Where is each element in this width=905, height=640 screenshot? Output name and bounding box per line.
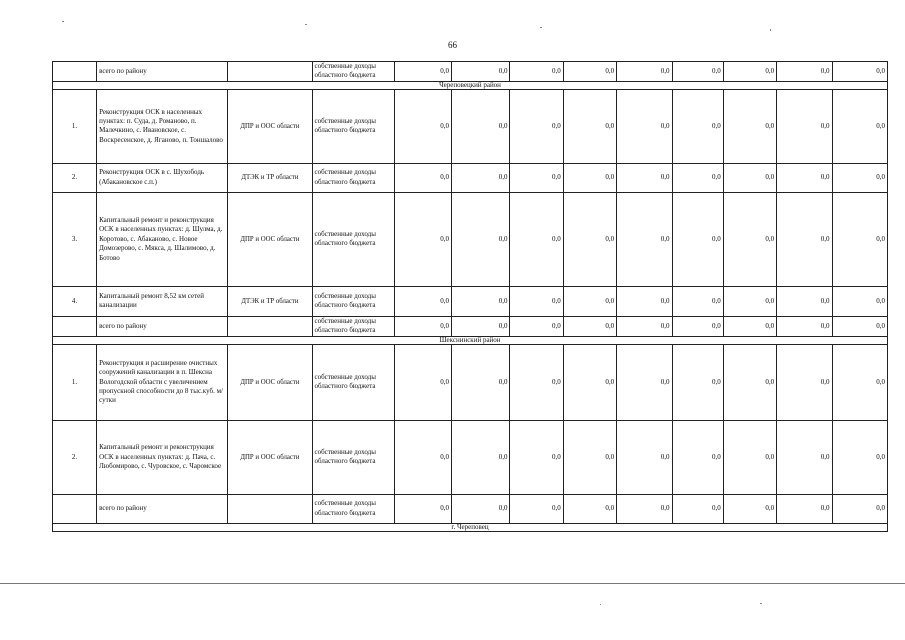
amount-cell: 0,0 [452,316,510,336]
amount-cell: 0,0 [777,344,832,420]
section-row [53,81,888,89]
amount-cell: 0,0 [832,89,887,163]
amount-cell: 0,0 [510,163,563,192]
amount-cell: 0,0 [777,62,832,82]
amount-cell: 0,0 [452,62,510,82]
amount-cell: 0,0 [394,192,451,286]
row-number [53,316,97,336]
row-number: 2. [53,163,97,192]
amount-cell: 0,0 [452,344,510,420]
amount-cell: 0,0 [452,192,510,286]
amount-cell: 0,0 [723,286,776,316]
amount-cell: 0,0 [723,344,776,420]
section-title: Череповецкий район [53,81,888,89]
total-row [53,316,888,336]
measure-name: Капитальный ремонт 8,52 км сетей канализации [97,286,228,316]
section-title: г. Череповец [53,523,888,531]
amount-cell: 0,0 [723,89,776,163]
amount-cell: 0,0 [723,420,776,494]
amount-cell: 0,0 [510,62,563,82]
section-title: Шекснинский район [53,336,888,344]
amount-cell: 0,0 [617,286,672,316]
amount-cell: 0,0 [832,192,887,286]
amount-cell: 0,0 [672,89,723,163]
funding-source: собственные доходы областного бюджета [312,286,394,316]
responsible-executor: ДТЭК и ТР области [228,163,312,192]
row-number [53,62,97,82]
funding-source: собственные доходы областного бюджета [312,62,394,82]
responsible-executor [228,62,312,82]
amount-cell: 0,0 [777,420,832,494]
row-number: 4. [53,286,97,316]
amount-cell: 0,0 [394,163,451,192]
table-row [53,89,888,163]
funding-source: собственные доходы областного бюджета [312,316,394,336]
amount-cell: 0,0 [394,494,451,523]
page-cut-line [0,583,905,584]
funding-source: собственные доходы областного бюджета [312,344,394,420]
responsible-executor: ДПР и ООС области [228,89,312,163]
funding-source: собственные доходы областного бюджета [312,89,394,163]
measure-name: всего по району [97,494,228,523]
budget-table-grid [52,61,888,532]
amount-cell: 0,0 [832,420,887,494]
responsible-executor: ДПР и ООС области [228,192,312,286]
amount-cell: 0,0 [394,344,451,420]
amount-cell: 0,0 [452,163,510,192]
amount-cell: 0,0 [672,192,723,286]
responsible-executor: ДПР и ООС области [228,420,312,494]
measure-name: Капитальный ремонт и реконструкция ОСК в населенных пунктах: д. Шулма, д. Коротово, с. Абаканово, с. Новое Домозерово, с. Мякса, д. Шалимово, д. Ботово [97,192,228,286]
amount-cell: 0,0 [563,494,616,523]
table-row [53,344,888,420]
measure-name: Реконструкция и расширение очистных сооружений канализации в п. Шексна Вологодской области с увеличением пропускной способности до 8 тыс.куб. м/сутки [97,344,228,420]
amount-cell: 0,0 [510,316,563,336]
amount-cell: 0,0 [723,494,776,523]
section-row [53,336,888,344]
amount-cell: 0,0 [617,494,672,523]
funding-source: собственные доходы областного бюджета [312,494,394,523]
amount-cell: 0,0 [777,163,832,192]
amount-cell: 0,0 [672,62,723,82]
amount-cell: 0,0 [510,286,563,316]
amount-cell: 0,0 [394,89,451,163]
amount-cell: 0,0 [832,62,887,82]
section-row [53,523,888,531]
amount-cell: 0,0 [672,494,723,523]
amount-cell: 0,0 [510,494,563,523]
amount-cell: 0,0 [563,192,616,286]
amount-cell: 0,0 [452,420,510,494]
row-number: 1. [53,344,97,420]
amount-cell: 0,0 [510,344,563,420]
amount-cell: 0,0 [832,494,887,523]
amount-cell: 0,0 [394,286,451,316]
amount-cell: 0,0 [394,62,451,82]
amount-cell: 0,0 [563,62,616,82]
amount-cell: 0,0 [563,89,616,163]
amount-cell: 0,0 [563,344,616,420]
total-row [53,62,888,82]
amount-cell: 0,0 [617,316,672,336]
amount-cell: 0,0 [563,163,616,192]
total-row [53,494,888,523]
amount-cell: 0,0 [672,286,723,316]
funding-source: собственные доходы областного бюджета [312,163,394,192]
amount-cell: 0,0 [672,163,723,192]
amount-cell: 0,0 [563,316,616,336]
responsible-executor: ДПР и ООС области [228,344,312,420]
amount-cell: 0,0 [617,89,672,163]
table-row [53,286,888,316]
amount-cell: 0,0 [510,89,563,163]
measure-name: всего по району [97,316,228,336]
row-number [53,494,97,523]
amount-cell: 0,0 [563,420,616,494]
amount-cell: 0,0 [723,163,776,192]
measure-name: всего по району [97,62,228,82]
measure-name: Реконструкция ОСК в с. Шухободь (Абакановское с.п.) [97,163,228,192]
amount-cell: 0,0 [617,163,672,192]
amount-cell: 0,0 [394,316,451,336]
row-number: 1. [53,89,97,163]
amount-cell: 0,0 [617,344,672,420]
page-number: 66 [448,40,457,50]
amount-cell: 0,0 [832,286,887,316]
amount-cell: 0,0 [617,420,672,494]
amount-cell: 0,0 [510,192,563,286]
amount-cell: 0,0 [510,420,563,494]
amount-cell: 0,0 [777,89,832,163]
funding-source: собственные доходы областного бюджета [312,420,394,494]
amount-cell: 0,0 [777,192,832,286]
amount-cell: 0,0 [832,344,887,420]
measure-name: Капитальный ремонт и реконструкция ОСК в населенных пунктах: д. Пача, с. Любомирово, с. Чуровское, с. Чаромское [97,420,228,494]
table-row [53,163,888,192]
amount-cell: 0,0 [777,494,832,523]
responsible-executor [228,316,312,336]
responsible-executor [228,494,312,523]
amount-cell: 0,0 [452,89,510,163]
amount-cell: 0,0 [832,163,887,192]
amount-cell: 0,0 [394,420,451,494]
amount-cell: 0,0 [452,286,510,316]
amount-cell: 0,0 [563,286,616,316]
responsible-executor: ДТЭК и ТР области [228,286,312,316]
row-number: 3. [53,192,97,286]
amount-cell: 0,0 [723,62,776,82]
amount-cell: 0,0 [617,62,672,82]
table-row [53,192,888,286]
budget-table [52,61,888,557]
amount-cell: 0,0 [832,316,887,336]
funding-source: собственные доходы областного бюджета [312,192,394,286]
amount-cell: 0,0 [672,316,723,336]
measure-name: Реконструкция ОСК в населенных пунктах: п. Суда, д. Романово, п. Малечкино, с. Ивановское, с. Воскресенское, д. Яганово, п. Тоншалово [97,89,228,163]
amount-cell: 0,0 [723,316,776,336]
row-number: 2. [53,420,97,494]
amount-cell: 0,0 [452,494,510,523]
amount-cell: 0,0 [617,192,672,286]
amount-cell: 0,0 [777,286,832,316]
table-row [53,420,888,494]
amount-cell: 0,0 [723,192,776,286]
amount-cell: 0,0 [672,420,723,494]
amount-cell: 0,0 [672,344,723,420]
amount-cell: 0,0 [777,316,832,336]
